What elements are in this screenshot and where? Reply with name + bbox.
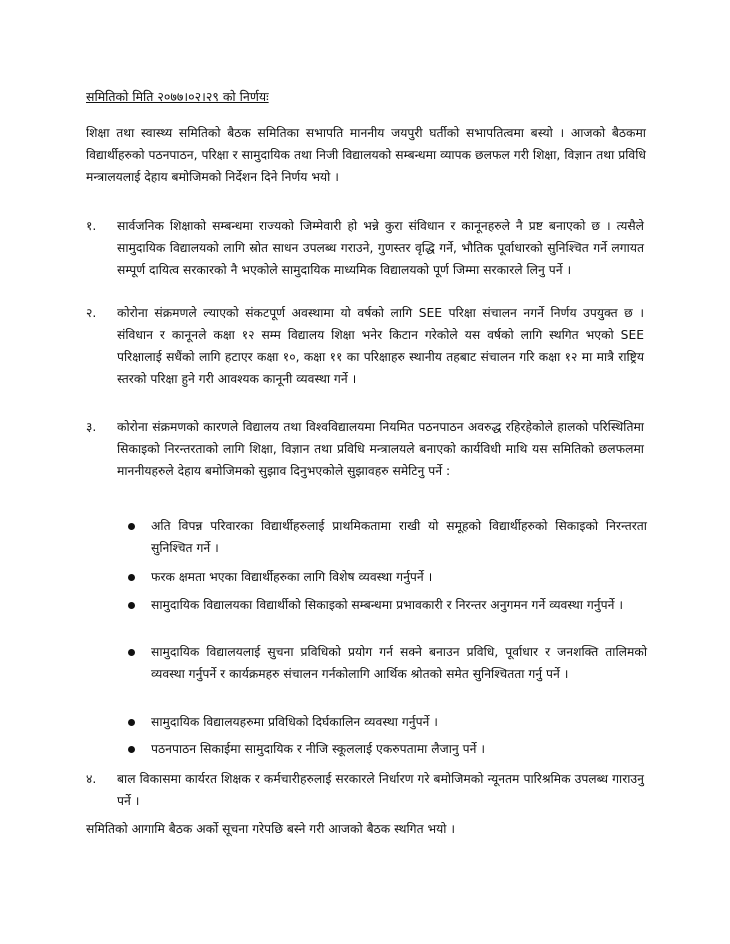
bullet-text: फरक क्षमता भएका विद्यार्थीहरुका लागि विशेष व्यवस्था गर्नुपर्ने । (151, 570, 433, 584)
bullet-text: सामुदायिक विद्यालयका विद्यार्थीको सिकाइको सम्बन्धमा प्रभावकारी र निरन्तर अनुगमन गर्ने व्यवस्था गर्नुपर्ने । (151, 598, 623, 612)
closing-statement: समितिको आगामि बैठक अर्को सूचना गरेपछि बस्ने गरी आजको बैठक स्थगित भयो । (86, 822, 456, 836)
bullet-dot-icon (128, 649, 135, 656)
item-number: ४. (86, 772, 97, 786)
bullet-dot-icon (128, 746, 135, 753)
item-number: ३. (86, 420, 97, 434)
item-number: २. (86, 306, 97, 320)
intro-paragraph: शिक्षा तथा स्वास्थ्य समितिको बैठक समितिका सभापति माननीय जयपुरी घर्तीको सभापतित्वमा बस्यो । आजको बैठकमा विद्यार्थीहरुको पठनपाठन, परिक्षा र सामुदायिक तथा निजी विद्यालयको सम्बन्धमा व्यापक छलफल गरी शिक्षा, विज्ञान तथा प्रविधि मन्त्रालयलाई देहाय बमोजिमको निर्देशन दिने निर्णय भयो । (86, 126, 646, 184)
item-text: सार्वजनिक शिक्षाको सम्बन्धमा राज्यको जिम्मेवारी हो भन्ने कुरा संविधान र कानूनहरुले नै प्रष्ट बनाएको छ । त्यसैले सामुदायिक विद्यालयको लागि स्रोत साधन उपलब्ध गराउने, गुणस्तर वृद्धि गर्ने, भौतिक पूर्वाधारको सुनिश्चित गर्ने लगायत सम्पूर्ण दायित्व सरकारको नै भएकोले सामुदायिक माध्यमिक विद्यालयको पूर्ण जिम्मा सरकारले लिनु पर्ने । (117, 219, 644, 277)
bullet-dot-icon (128, 523, 135, 530)
bullet-text: सामुदायिक विद्यालयलाई सुचना प्रविधिको प्रयोग गर्न सक्ने बनाउन प्रविधि, पूर्वाधार र जनशक्ति तालिमको व्यवस्था गर्नुपर्ने र कार्यक्रमहरु संचालन गर्नकोलागि आर्थिक श्रोतको समेत सुनिश्चितता गर्नु पर्ने । (151, 645, 647, 681)
item-text: कोरोना संक्रमणको कारणले विद्यालय तथा विश्वविद्यालयमा नियमित पठनपाठन अवरुद्ध रहिरहेकोले हालको परिस्थितिमा सिकाइको निरन्तरताको लागि शिक्षा, विज्ञान तथा प्रविधि मन्त्रालयले बनाएको कार्यविधी माथि यस समितिको छलफलमा माननीयहरुले देहाय बमोजिमको सुझाव दिनुभएकोले सुझावहरु समेटिनु पर्ने : (117, 420, 644, 478)
item-text: बाल विकासमा कार्यरत शिक्षक र कर्मचारीहरुलाई सरकारले निर्धारण गरे बमोजिमको न्यूनतम पारिश्रमिक उपलब्ध गाराउनु पर्ने । (117, 772, 644, 808)
bullet-dot-icon (128, 602, 135, 609)
bullet-dot-icon (128, 574, 135, 581)
bullet-dot-icon (128, 719, 135, 726)
item-number: १. (86, 219, 97, 233)
bullet-text: सामुदायिक विद्यालयहरुमा प्रविधिको दिर्घकालिन व्यवस्था गर्नुपर्ने । (151, 715, 438, 729)
item-text: कोरोना संक्रमणले ल्याएको संकटपूर्ण अवस्थामा यो वर्षको लागि SEE परिक्षा संचालन नगर्ने निर्णय उपयुक्त छ । संविधान र कानूनले कक्षा १२ सम्म विद्यालय शिक्षा भनेर किटान गरेकोले यस वर्षको लागि स्थगित भएको SEE परिक्षालाई सधैंको लागि हटाएर कक्षा १०, कक्षा ११ का परिक्षाहरु स्थानीय तहबाट संचालन गरि कक्षा १२ मा मात्रै राष्ट्रिय स्तरको परिक्षा हुने गरी आवश्यक कानूनी व्यवस्था गर्ने । (117, 306, 644, 386)
bullet-text: अति विपन्न परिवारका विद्यार्थीहरुलाई प्राथमिकतामा राखी यो समूहको विद्यार्थीहरुको सिकाइको निरन्तरता सुनिश्चित गर्ने । (151, 519, 647, 555)
bullet-text: पठनपाठन सिकाईमा सामुदायिक र नीजि स्कूललाई एकरुपतामा लैजानु पर्ने । (151, 742, 486, 756)
decision-heading: समितिको मिति २०७७।०२।२९ को निर्णयः (86, 89, 269, 104)
